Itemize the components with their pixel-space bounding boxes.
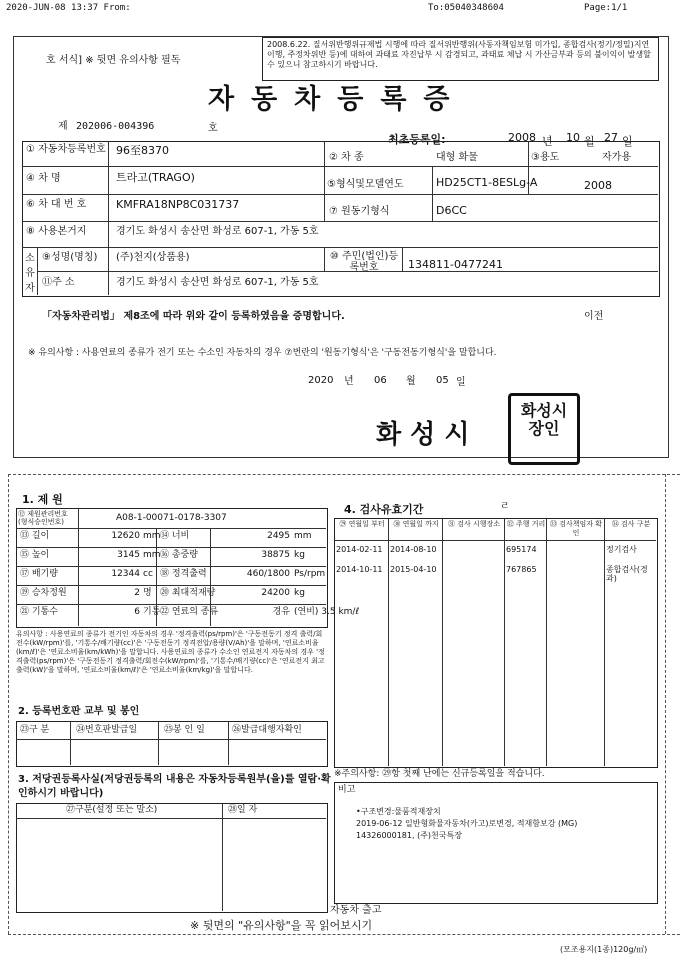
spec-unit-left: 기통 — [143, 607, 161, 617]
reg-no-number: 202006-004396 — [76, 121, 155, 132]
caution-text: ※ 유의사항 : 사용연료의 종류가 전기 또는 수소인 자동차의 경우 ⑦번란의 '원동기형식'은 '구동전동기형식'을 말합니다. — [28, 348, 497, 358]
certification-text: 「자동차관리법」 제8조에 따라 위와 같이 등록하였음을 증명합니다. — [42, 311, 345, 322]
lien-col-date: ㉘일 자 — [228, 805, 258, 815]
approval-no-value: A08-1-00071-0178-3307 — [116, 513, 227, 523]
lien-heading: 3. 저당권등록사실(저당권등록의 내용은 자동차등록원부(을)를 열람·확인하시기 바랍니다) — [18, 774, 331, 799]
insp-cell-type: 종합검사(경과) — [606, 565, 648, 583]
reg-number-label: ① 자동차등록번호 — [26, 144, 106, 155]
insp-handmark: ㄹ — [500, 501, 510, 512]
perforation-left — [8, 474, 9, 934]
plate-col-agent: ㉖발급대행자확인 — [232, 725, 302, 735]
vehicle-type-value: 대형 화물 — [436, 152, 478, 163]
spec-label-right: ⑭ 너비 — [160, 531, 190, 541]
owner-id-label: ⑩ 주민(법인)등록번호 — [329, 251, 399, 273]
vehicle-info-table — [22, 141, 660, 297]
spec-unit-left: cc — [143, 569, 153, 579]
spec-label-left: ⑰ 배기량 — [20, 569, 58, 579]
model-name-label: ④ 차 명 — [26, 173, 61, 184]
spec-label-right: ⑳ 최대적재량 — [160, 588, 216, 598]
first-reg-year: 2008 — [508, 131, 536, 144]
first-reg-y: 년 — [542, 135, 553, 148]
usage-value: 자가용 — [602, 152, 631, 163]
spec-label-right: ⑱ 정격출력 — [160, 569, 207, 579]
insp-cell-km: 695174 — [506, 545, 537, 554]
certification-end: 이전 — [584, 311, 604, 322]
official-seal — [508, 393, 580, 465]
insp-cell-km: 767865 — [506, 565, 537, 574]
insp-note: ※주의사항: ㉙항 첫째 난에는 신규등록일을 적습니다. — [334, 769, 545, 779]
vin-label: ⑥ 차 대 번 호 — [26, 199, 87, 210]
first-reg-d: 일 — [622, 135, 633, 148]
issue-d: 일 — [456, 377, 466, 388]
insp-cell-from: 2014-10-11 — [336, 565, 383, 574]
owner-name-label: ⑨성명(명칭) — [42, 252, 98, 263]
remark-line-2: 2019-06-12 일반형화물자동차(카고)로변경, 적재함보강 (MG) — [356, 819, 578, 828]
issue-y: 년 — [344, 376, 354, 387]
spec-value-right: 경유 — [272, 607, 290, 617]
perforation-line — [8, 474, 680, 475]
spec-value-right: 24200 — [261, 588, 290, 598]
spec-unit-right: (연비) 3.5 km/ℓ — [294, 607, 360, 617]
insp-cell-type: 정기검사 — [606, 545, 637, 554]
vehicle-type-label: ② 차 종 — [329, 152, 364, 163]
reg-no-suffix: 호 — [208, 123, 218, 134]
first-reg-label: 최초등록일: — [388, 133, 446, 146]
spec-unit-right: mm — [294, 531, 312, 541]
spec-label-left: ㉑ 기통수 — [20, 607, 58, 617]
insp-heading: 4. 검사유효기간 — [344, 503, 424, 516]
spec-label-left: ⑮ 높이 — [20, 550, 50, 560]
model-code-value: HD25CT1-8ESLg-A — [436, 176, 538, 189]
owner-address-value: 경기도 화성시 송산면 화성로 607-1, 가동 5호 — [116, 277, 319, 288]
notice-text: 2008.6.22. 질서위반행위규제법 시행에 따라 질서위반행위(사동자책임보험 미가입, 종합검사(정기/정밀)지연 이행, 주정차위반 등)에 대하여 과태료 자진납부 시 감경되고, 과태료 체납 시 가산금부과 등의 불이익이 발생할 수 있으니 참고하시기 바랍니다. — [267, 40, 651, 69]
plate-heading: 2. 등록번호판 교부 및 봉인 — [18, 706, 140, 717]
remarks-label: 비고 — [338, 785, 356, 795]
lien-col-type: ㉗구분(설정 또는 말소) — [66, 805, 158, 815]
plate-col-seal-date: ㉕봉 인 일 — [164, 725, 205, 735]
remarks-box — [334, 782, 658, 904]
notice-box — [262, 37, 659, 81]
first-reg-day: 27 — [604, 131, 618, 144]
usage-label: ③용도 — [531, 152, 560, 163]
form-label: 호 서식] ※ 뒷면 유의사항 필독 — [46, 55, 181, 66]
owner-side-label: 소유자 — [25, 253, 35, 294]
reg-number-value: 96至8370 — [116, 144, 169, 157]
spec-unit-right: kg — [294, 588, 305, 598]
remark-line-3: 14326000181, (주)천국특장 — [356, 831, 462, 840]
perforation-right — [665, 474, 666, 934]
remark-line-1: •구조변경:물품적재장치 — [356, 807, 441, 816]
spec-value-right: 38875 — [261, 550, 290, 560]
lien-table — [16, 803, 328, 913]
fax-date: 2020-JUN-08 13:37 From: — [6, 3, 131, 13]
spec-unit-left: mm — [143, 531, 161, 541]
model-year-label: ⑤형식및모델연도 — [327, 179, 404, 190]
spec-value-left: 12620 — [111, 531, 140, 541]
insp-col-header: ㉝ 검사책임자 확인 — [549, 520, 603, 537]
fax-to: To:05040348604 — [428, 3, 504, 13]
spec-unit-right: kg — [294, 550, 305, 560]
model-year-value: 2008 — [584, 179, 612, 192]
spec-note: 유의사항 : 사용연료의 종류가 전기인 자동차의 경우 '정격출력(ps/rpm)'은 '구동전동기 정격 출력/회전수(kW/rpm)'를, '기통수/배기량(cc)'은 '구동전동기 정격전압/용량(V/Ah)'을 말하며, '연료소비율(km/ℓ)'은 '연료소비율(km/kWh)'을 말합니다. 사용연료의 종류가 수소인 연료전지 자동차의 경우 '정격출력(ps/rpm)'은 '구동전동기 정격출력/회전수(kW/rpm)'를, '기통수/배기량(cc)'은 '연료전지 최고출력(kW)'을 말하며, '연료소비율(km/ℓ)'은 '연료소비율(km/kg)'을 말합니다. — [16, 630, 325, 674]
spec-unit-right: Ps/rpm — [294, 569, 326, 579]
insp-col-header: ㉚ 연월일 까지 — [393, 520, 439, 528]
insp-cell-from: 2014-02-11 — [336, 545, 383, 554]
perforation-line-bottom — [8, 934, 680, 935]
owner-name-value: (주)천지(상품용) — [116, 252, 190, 263]
insp-cell-to: 2015-04-10 — [390, 565, 437, 574]
insp-col-header: ㉛ 검사 시행장소 — [447, 520, 501, 528]
spec-label-left: ⑲ 승차정원 — [20, 588, 67, 598]
spec-label-left: ⑬ 길이 — [20, 531, 50, 541]
paper-spec: (모조용지(1종)120g/㎡) — [560, 945, 648, 954]
spec-unit-left: mm — [143, 550, 161, 560]
inspection-table — [334, 518, 658, 768]
owner-address-label: ⑪주 소 — [42, 277, 75, 288]
engine-type-value: D6CC — [436, 204, 467, 217]
reg-no-prefix: 제 — [58, 121, 68, 132]
base-address-label: ⑧ 사용본거지 — [26, 226, 87, 237]
seal-text: 화성시장인 — [520, 401, 568, 438]
issue-month: 06 — [374, 375, 387, 386]
insp-cell-to: 2014-08-10 — [390, 545, 437, 554]
model-name-value: 트라고(TRAGO) — [116, 171, 195, 184]
spec-value-left: 12344 — [111, 569, 140, 579]
insp-col-header: ㉙ 연월일 부터 — [339, 520, 385, 528]
insp-col-header: ㉜ 주행 거리 — [506, 520, 546, 528]
issue-year: 2020 — [308, 375, 334, 386]
spec-label-right: ㉒ 연료의 종류 — [160, 607, 219, 617]
handwritten-note: 자동차 출고 — [330, 905, 382, 916]
plate-col-issue-date: ㉔번호판발급일 — [76, 725, 138, 735]
base-address-value: 경기도 화성시 송산면 화성로 607-1, 가동 5호 — [116, 226, 319, 237]
approval-no-label: ⑫ 제원관리번호 (형식승인번호) — [18, 510, 68, 526]
spec-unit-left: 명 — [143, 588, 152, 598]
spec-label-right: ⑯ 총중량 — [160, 550, 198, 560]
issuer-name: 화 성 시 — [376, 420, 470, 450]
issue-day: 05 — [436, 375, 449, 386]
spec-value-left: 6 — [134, 607, 140, 617]
engine-type-label: ⑦ 원동기형식 — [329, 206, 390, 217]
issue-m: 월 — [406, 376, 416, 387]
spec-value-left: 2 — [134, 588, 140, 598]
spec-heading: 1. 제 원 — [22, 493, 63, 506]
owner-id-value: 134811-0477241 — [408, 258, 503, 271]
first-reg-m: 월 — [584, 135, 595, 148]
spec-value-left: 3145 — [117, 550, 140, 560]
plate-col-type: ㉓구 분 — [20, 725, 50, 735]
fax-page: Page:1/1 — [584, 3, 628, 13]
vin-value: KMFRA18NP8C031737 — [116, 198, 240, 211]
spec-value-right: 2495 — [267, 531, 290, 541]
insp-col-header: ㉞ 검사 구분 — [611, 520, 651, 528]
bottom-notice: ※ 뒷면의 "유의사항"을 꼭 읽어보시기 — [190, 919, 373, 932]
first-reg-month: 10 — [566, 131, 580, 144]
spec-value-right: 460/1800 — [246, 569, 290, 579]
document-title: 자동차등록증 — [208, 84, 467, 115]
